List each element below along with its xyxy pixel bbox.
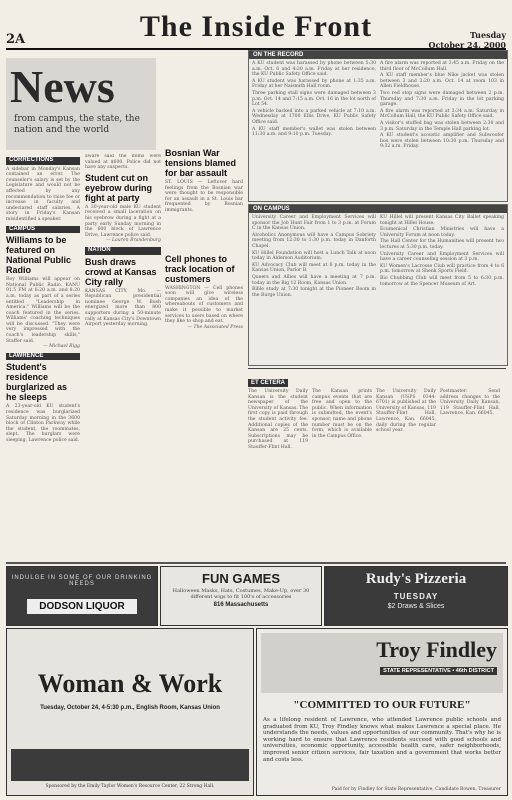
col3-headline2: Cell phones to track location of customers bbox=[165, 253, 235, 284]
col2-text3: KANSAS CITY, Mo. — Republican presidential nominee George W. Bush energized more than 800 supporters during a 50-minute rally at Kansas City's Downtown Airport yesterday morning. bbox=[85, 288, 161, 328]
fun-games-detail: Halloween Masks, Hats, Costumes, Make-Up, over 30 different wigs to fit 100's of accessories bbox=[172, 588, 310, 600]
col3-text1: ST. LOUIS — Leftover hard feelings from the Bosnian war were thought to be responsible for an assault in a St. Louis bar frequented by Bosnian immigrants. bbox=[165, 180, 243, 213]
et-cetera-col2: The Kansan prints campus events that are free and open to the public. When information is submitted, the event's sponsor, name and phone number must be on the form, which is available in the Campus Office. bbox=[312, 389, 372, 439]
record-item: A fire alarm was reported at 3:45 a.m. Friday on the third floor of McCollum Hall. bbox=[380, 61, 504, 72]
et-cetera-col1: The University Daily Kansan is the student newspaper of the University of Kansas. The first copy is paid through the student activity fee. Additional copies of the Kansan are 25 cents. Subscriptions may be purchased at 119 Stauffer-Flint Hall. bbox=[248, 389, 308, 450]
on-the-record-col-a bbox=[252, 61, 376, 151]
col2-headline1: Student cut on eyebrow during fight at party bbox=[85, 172, 153, 203]
woman-work-detail: Tuesday, October 24, 4-5:30 p.m., English Room, Kansas Union bbox=[40, 705, 220, 711]
col2-text1: aware said the items were valued at $600. Police did not have any suspects. bbox=[85, 154, 161, 171]
dodson-name: DODSON LIQUOR bbox=[27, 599, 137, 614]
record-item: A vehicle backed into a parked vehicle at 7:10 a.m. Wednesday at 1700 Ellis Drive, KU Public Safety Office said. bbox=[252, 108, 376, 125]
col2-text2: A 20-year-old male KU student received a small laceration on his eyebrow during a fight at a party early Sunday morning in the 600 block of Lawrence Drive, Lawrence police said. bbox=[85, 204, 161, 238]
on-campus-col-a bbox=[252, 215, 376, 299]
fun-games-ad bbox=[160, 566, 322, 626]
troy-findley-ad bbox=[256, 628, 508, 796]
lawrence-text: A 23-year-old KU student's residence was burglarized Saturday morning in the 3600 block of Clinton Parkway while the student, the roommates, slept. The burglars were sleeping, Lawrence police said. bbox=[6, 404, 80, 443]
record-item: Three parking stall signs were damaged between 3 p.m. Oct. 14 and 7:15 a.m. Oct. 16 in the lot north of Lot 54. bbox=[252, 90, 376, 108]
troy-name: Troy Findley bbox=[376, 637, 497, 662]
col2-headline2: Bush draws crowd at Kansas City rally bbox=[85, 256, 157, 287]
troy-quote: "COMMITTED TO OUR FUTURE" bbox=[293, 699, 471, 711]
on-the-record-list bbox=[249, 59, 507, 153]
et-cetera-col4: Postmaster: Send address changes to the University Daily Kansan, 119 Stauffer-Flint Hall, Lawrence, Kan. 66045. bbox=[440, 389, 500, 417]
record-item: A KU student was harassed by phone between 5:30 a.m. Oct. 6 and 4:30 a.m. Friday at her residence, the KU Public Safety Office said. bbox=[252, 61, 376, 78]
on-campus-col-b bbox=[380, 215, 504, 299]
campus-item: Bible study at 7:30 tonight at the Pioneer Room in the Burge Union. bbox=[252, 287, 376, 298]
campus-credit: — Michael Rigg bbox=[43, 344, 80, 350]
column-three bbox=[165, 52, 243, 560]
record-item: A visitor's stuffed bag was stolen between 2:30 and 3 p.m. Saturday in the Temple Hall parking lot. bbox=[380, 120, 504, 132]
on-the-record-label: ON THE RECORD bbox=[249, 51, 507, 59]
woman-work-title: Woman & Work bbox=[37, 669, 223, 698]
troy-body: As a lifelong resident of Lawrence, who attended Lawrence public schools and graduated from KU, Troy Findley knows what makes Lawrence a special place. He understands the needs, values and opportunities of our community. That's why he is working hard to ensure that Lawrence residents succeed with good schools and universities, economic opportunity, accessible health care, safer neighborhoods, improved senior citizen services, fair taxation and a government that works better and costs less. bbox=[263, 717, 501, 763]
on-campus-label: ON CAMPUS bbox=[249, 205, 507, 213]
campus-item: KU Hillel will present Kansas City Ballet speaking tonight at Hillel House. bbox=[380, 215, 504, 226]
page-number: 2A bbox=[6, 32, 26, 47]
fun-games-headline: FUN GAMES bbox=[202, 571, 280, 586]
fun-games-address: 816 Massachusetts bbox=[213, 602, 269, 608]
campus-item: KU Advocacy Club will meet at 6 p.m. today in the Kansas Union, Parlor B. bbox=[252, 262, 376, 274]
dodson-tagline: INDULGE IN SOME OF OUR DRINKING NEEDS bbox=[11, 575, 153, 587]
news-subtitle: from campus, the state, the nation and the world bbox=[14, 114, 140, 135]
campus-label: CAMPUS bbox=[6, 226, 80, 234]
rudys-name: Rudy's Pizzeria bbox=[365, 571, 467, 587]
record-item: Two red stop signs were damaged between 2 p.m. Thursday and 7:30 a.m. Friday in the lot parking garage. bbox=[380, 90, 504, 108]
troy-sub: STATE REPRESENTATIVE • 46th DISTRICT bbox=[380, 667, 497, 675]
ad-divider bbox=[6, 562, 506, 564]
lawrence-label: LAWRENCE bbox=[6, 353, 80, 361]
campus-item: University Career and Employment Services will sponsor the Job Hunt Fair from 1 to 3 p.m. at Forum C in the Kansas Union. bbox=[252, 215, 376, 232]
left-column bbox=[6, 154, 80, 560]
masthead bbox=[6, 8, 506, 50]
record-item: A fire alarm was reported at 3:34 a.m. Saturday in McCollum Hall, the KU Public Safety Office said. bbox=[380, 108, 504, 120]
et-cetera-columns bbox=[248, 389, 506, 451]
rudys-detail: $2 Draws & Slices bbox=[387, 603, 445, 610]
campus-item: KU Hillel Foundation will host a Lunch Talk at noon today in Alderson Auditorium. bbox=[252, 250, 376, 262]
col3-headline1: Bosnian War tensions blamed for bar assault bbox=[165, 148, 237, 178]
on-the-record-box bbox=[248, 50, 508, 202]
col3-text2: WASHINGTON — Cell phones soon will give wireless companies an idea of the whereabouts of customers and make it possible to market services to users based on where they like to shop and eat. bbox=[165, 285, 243, 325]
nation-label: NATION bbox=[85, 247, 161, 255]
news-word: News bbox=[10, 61, 115, 112]
campus-item: University Career and Employment Services will have a career counseling session at 3 p.m. bbox=[380, 251, 504, 263]
corrections-label: CORRECTIONS bbox=[6, 157, 80, 165]
campus-item: Alcoholics Anonymous will have a Campus Sobriety meeting from 12:30 to 1:30 p.m. today in Danforth Chapel. bbox=[252, 232, 376, 249]
record-item: A KU student was harassed by phone at 1:35 a.m. Friday at her Naismith Hall room. bbox=[252, 78, 376, 90]
on-campus-box bbox=[248, 204, 508, 366]
campus-item: Bio Chubbing Club will meet from 5 to 6:30 p.m. tomorrow at the Spencer Museum of Art. bbox=[380, 275, 504, 287]
rudys-day: TUESDAY bbox=[393, 592, 439, 601]
campus-text: Roy Williams will appear on National Public Radio. KANU 91.5 FM at 6:20 a.m. and 8:20 a.m. today as part of a series entitled "Leadership in America." Williams will be the coach featured in the series. Williams' coaching techniques will be discussed. "They were very impressed with the coach's leadership skills," Staffer said. bbox=[6, 277, 80, 344]
campus-item: KU Women's Lacrosse Club will practice from 4 to 6 p.m. tomorrow at Shenk Sports Field. bbox=[380, 263, 504, 275]
page-title: The Inside Front bbox=[139, 10, 373, 43]
masthead-day: Tuesday bbox=[469, 30, 506, 40]
et-cetera-box bbox=[248, 368, 506, 465]
column-two bbox=[85, 154, 161, 560]
record-item: A KU staff member's wallet was stolen between 11:30 a.m. and 9:10 p.m. Tuesday. bbox=[252, 126, 376, 138]
woman-work-footer: Sponsored by the Emily Taylor Women's Resource Center, 22 Strong Hall. bbox=[45, 784, 215, 789]
woman-work-photo-strip bbox=[11, 749, 249, 781]
campus-headline: Williams to be featured on National Public Radio bbox=[6, 235, 72, 276]
masthead-date bbox=[428, 30, 506, 50]
col3-credit: — The Associated Press bbox=[187, 324, 243, 330]
masthead-date-text: October 24, 2000 bbox=[428, 40, 506, 50]
campus-item: Ecumenical Christian Ministries will have a University Forum at noon today. bbox=[380, 227, 504, 238]
troy-paid: Paid for by Findley for State Representative, Candidate Bowen, Treasurer bbox=[331, 787, 501, 792]
campus-item: The Hall Center for the Humanities will present two lectures at 5:30 p.m. today. bbox=[380, 239, 504, 250]
rudys-pizzeria-ad bbox=[324, 566, 508, 626]
et-cetera-label: ET CETERA bbox=[248, 379, 288, 387]
et-cetera-col3: The University Daily Kansan (USPS 0344-6701) is published at the University of Kansas, 119 Stauffer-Flint Hall, Lawrence, Kan. 66045, daily during the regular school year. bbox=[376, 389, 436, 434]
record-item: A KU student's acoustic amplifier and Subwoofer box were stolen between 10:30 p.m. Thursday and 9:32 a.m. Friday. bbox=[380, 133, 504, 150]
news-logo-box bbox=[6, 58, 156, 150]
lawrence-headline: Student's residence burglarized as he sleeps bbox=[6, 362, 68, 403]
corrections-text: A sidebar in Monday's Kansan contained an error. The counselor's salary is set by the Legislature and would not be affected by any recommendation to raise fee or increase in faculty and undeclared staff salaries. A story in Friday's Kansan misidentified a speaker. bbox=[6, 166, 80, 222]
on-the-record-col-b bbox=[380, 61, 504, 151]
campus-item: Queers and Allies will have a meeting at 7 p.m. today in the Big 12 Room, Kansas Union. bbox=[252, 274, 376, 286]
record-item: A KU staff member's blue Nike jacket was stolen between 3 and 3:20 a.m. Oct. 14 at room 103 in Allen Fieldhouse. bbox=[380, 73, 504, 90]
woman-and-work-ad bbox=[6, 628, 254, 796]
dodson-liquor-ad bbox=[6, 566, 158, 626]
on-campus-list bbox=[249, 213, 507, 301]
col2-credit: — Lauren Brandenburg bbox=[105, 238, 161, 244]
